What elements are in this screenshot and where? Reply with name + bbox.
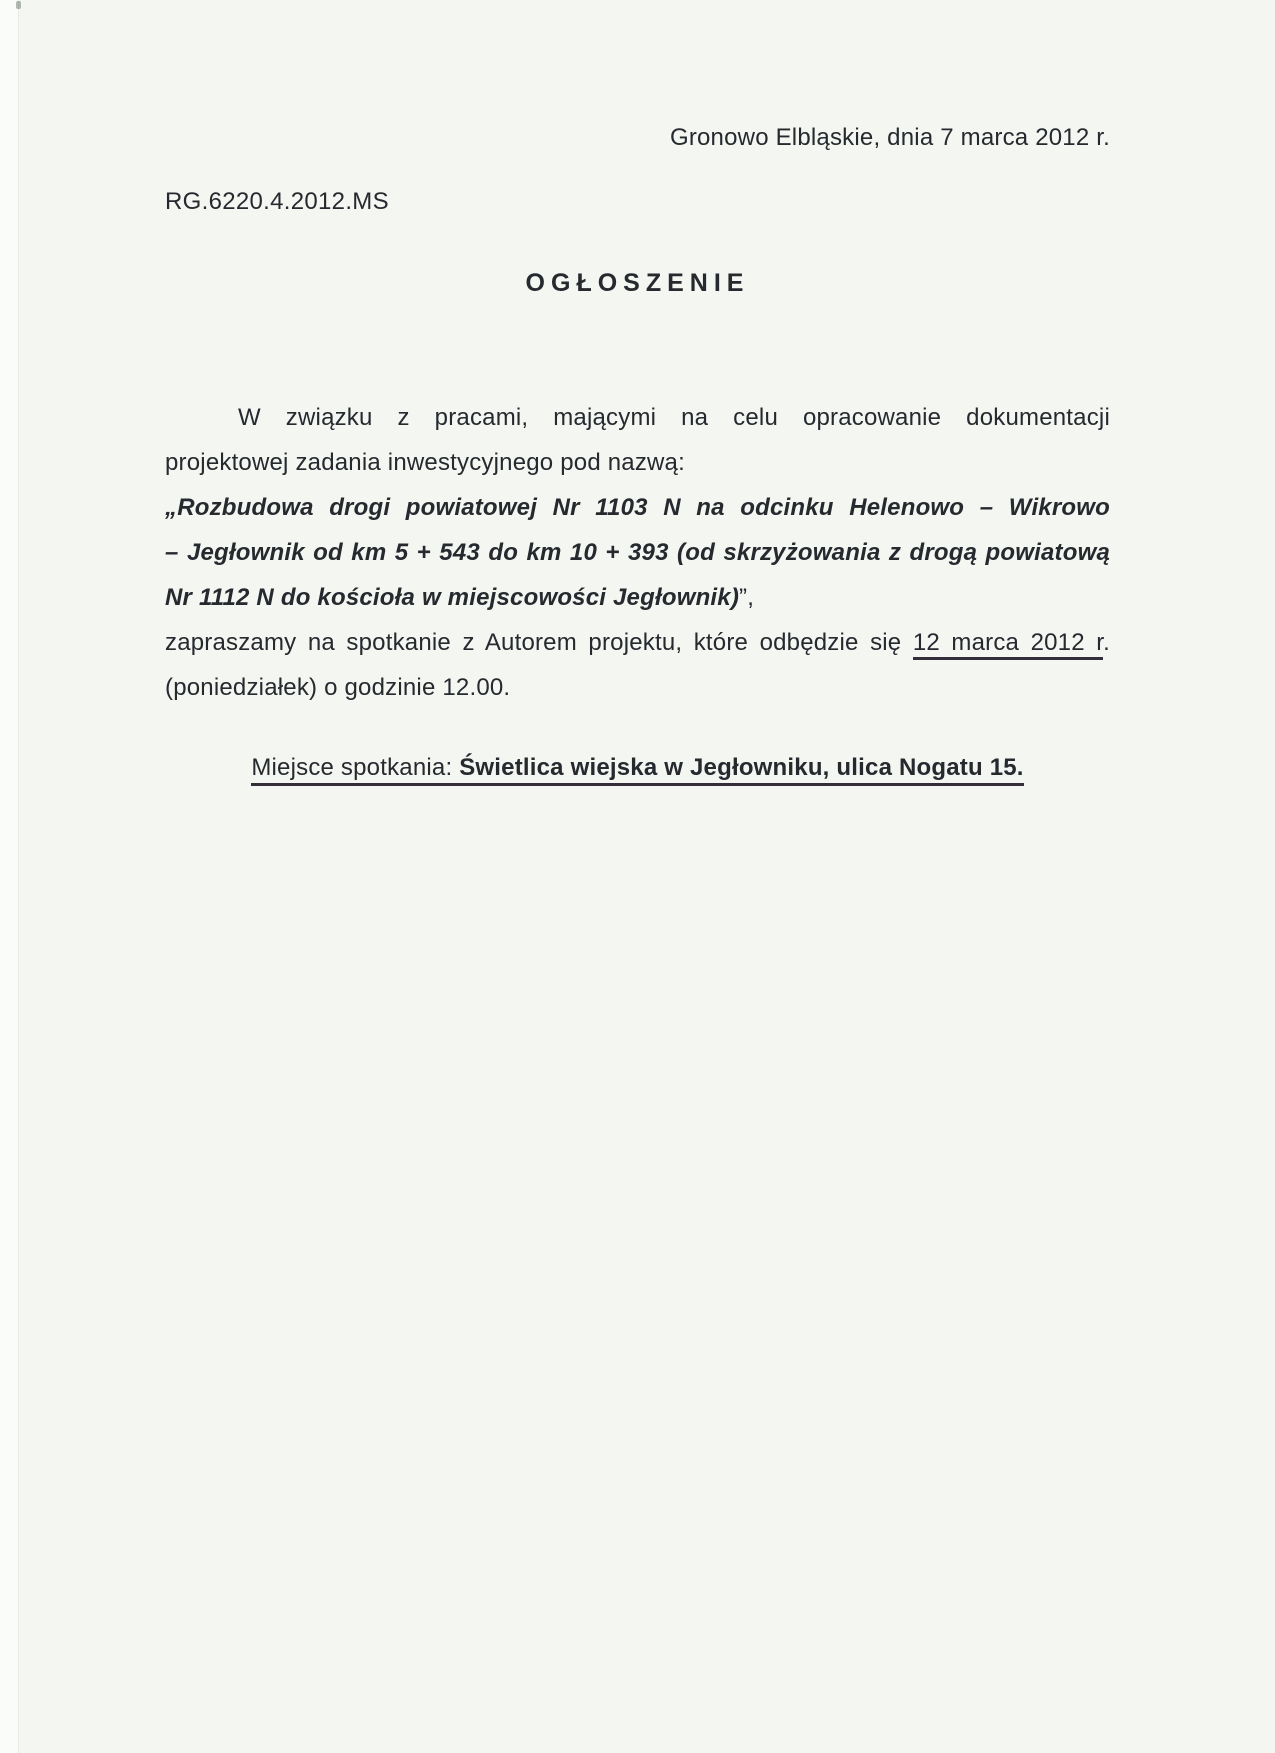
intro-paragraph-line-2: projektowej zadania inwestycyjnego pod nazwą:: [165, 449, 685, 476]
intro-paragraph-line-1: W związku z pracami, mającymi na celu opracowanie dokumentacji: [238, 404, 1110, 431]
project-name-line-3: [165, 575, 1110, 620]
project-name-line-2: – Jegłownik od km 5 + 543 do km 10 + 393 (od skrzyżowania z drogą powiatową: [165, 539, 1110, 566]
meeting-place-line: [165, 745, 1110, 790]
invitation-text: zapraszamy na spotkanie z Autorem projektu, które odbędzie się: [165, 629, 913, 656]
meeting-place-label: Miejsce spotkania:: [251, 754, 460, 781]
invitation-period: .: [1103, 629, 1110, 656]
invitation-line-1: [165, 620, 1110, 665]
dateline: Gronowo Elbląskie, dnia 7 marca 2012 r.: [669, 124, 1110, 151]
reference-number: RG.6220.4.2012.MS: [165, 188, 389, 215]
project-name-line-1: „Rozbudowa drogi powiatowej Nr 1103 N na odcinku Helenowo – Wikrowo: [165, 494, 1110, 521]
scan-left-edge-artifact: [0, 0, 19, 1753]
scan-speck-artifact: [16, 1, 21, 9]
invitation-line-2: (poniedziałek) o godzinie 12.00.: [165, 674, 511, 701]
project-name-line-3-suffix: ”,: [739, 584, 755, 611]
document-body: [165, 395, 1110, 790]
meeting-place-underlined: [251, 754, 1023, 786]
meeting-date-underlined: 12 marca 2012 r: [913, 629, 1103, 660]
project-name-line-3-bold: Nr 1112 N do kościoła w miejscowości Jegłownik): [165, 584, 740, 611]
document-title: OGŁOSZENIE: [525, 269, 750, 297]
meeting-place-value: Świetlica wiejska w Jegłowniku, ulica Nogatu 15.: [459, 754, 1024, 781]
